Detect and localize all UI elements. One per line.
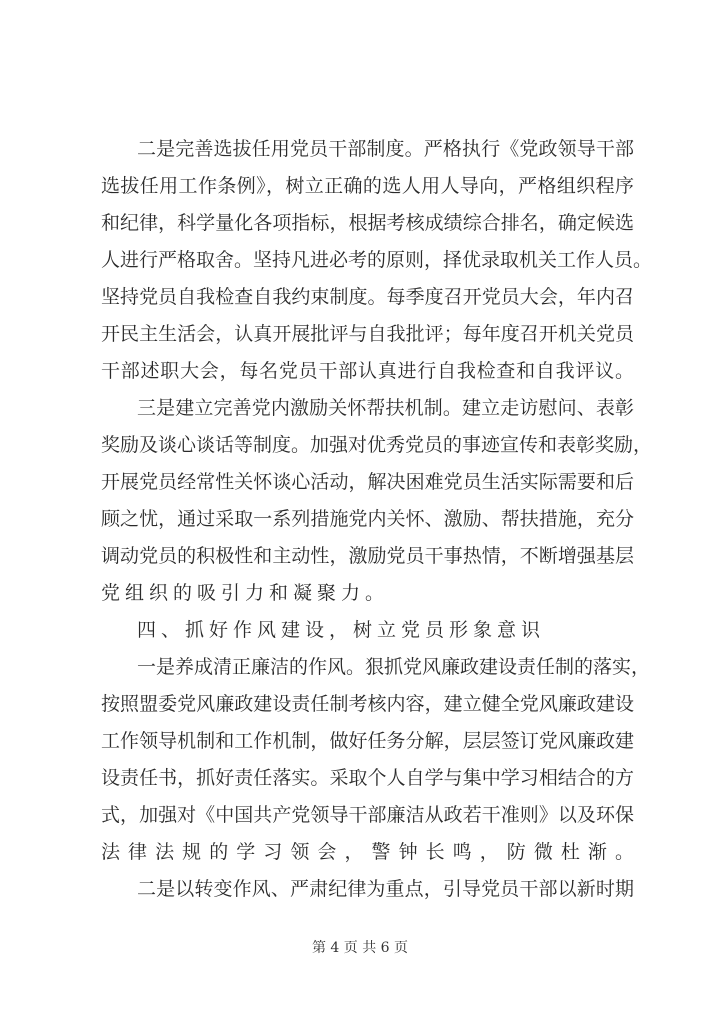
paragraph (101, 649, 651, 871)
text-line: 四、抓好作风建设，树立党员形象意识 (137, 619, 546, 641)
paragraph (101, 871, 634, 908)
text-line: 党组织的吸引力和凝聚力。 (101, 582, 390, 604)
text-line: 二是以转变作风、严肃纪律为重点，引导党员干部以新时期 (137, 878, 634, 900)
paragraph (101, 131, 653, 390)
text-line: 开展党员经常性关怀谈心活动，解决困难党员生活实际需要和后 (101, 471, 634, 493)
text-line: 顾之忧，通过采取一系列措施党内关怀、激励、帮扶措施，充分 (101, 508, 634, 530)
text-line: 工作领导机制和工作机制，做好任务分解，层层签订党风廉政建 (101, 730, 634, 752)
paragraph (101, 390, 653, 612)
text-line: 法律法规的学习领会，警钟长鸣，防微杜渐。 (101, 841, 634, 863)
text-line: 一是养成清正廉洁的作风。狠抓党风廉政建设责任制的落实， (137, 656, 651, 678)
text-line: 式，加强对《中国共产党领导干部廉洁从政若干准则》以及环保 (101, 804, 634, 826)
page-footer: 第 4 页 共 6 页 (311, 940, 409, 956)
text-line: 和纪律，科学量化各项指标，根据考核成绩综合排名，确定候选 (101, 212, 634, 234)
text-line: 人进行严格取舍。坚持凡进必考的原则，择优录取机关工作人员。 (101, 249, 653, 271)
document-body (101, 131, 653, 908)
text-line: 奖励及谈心谈话等制度。加强对优秀党员的事迹宣传和表彰奖励， (101, 434, 653, 456)
text-line: 干部述职大会，每名党员干部认真进行自我检查和自我评议。 (101, 360, 634, 382)
text-line: 按照盟委党风廉政建设责任制考核内容，建立健全党风廉政建设 (101, 693, 634, 715)
text-line: 三是建立完善党内激励关怀帮扶机制。建立走访慰问、表彰 (137, 397, 634, 419)
text-line: 开民主生活会，认真开展批评与自我批评；每年度召开机关党员 (101, 323, 634, 345)
text-line: 调动党员的积极性和主动性，激励党员干事热情，不断增强基层 (101, 545, 634, 567)
text-line: 坚持党员自我检查自我约束制度。每季度召开党员大会，年内召 (101, 286, 634, 308)
section-heading (101, 612, 634, 649)
text-line: 二是完善选拔任用党员干部制度。严格执行《党政领导干部 (137, 138, 634, 160)
text-line: 设责任书，抓好责任落实。采取个人自学与集中学习相结合的方 (101, 767, 634, 789)
text-line: 选拔任用工作条例》，树立正确的选人用人导向，严格组织程序 (101, 175, 634, 197)
